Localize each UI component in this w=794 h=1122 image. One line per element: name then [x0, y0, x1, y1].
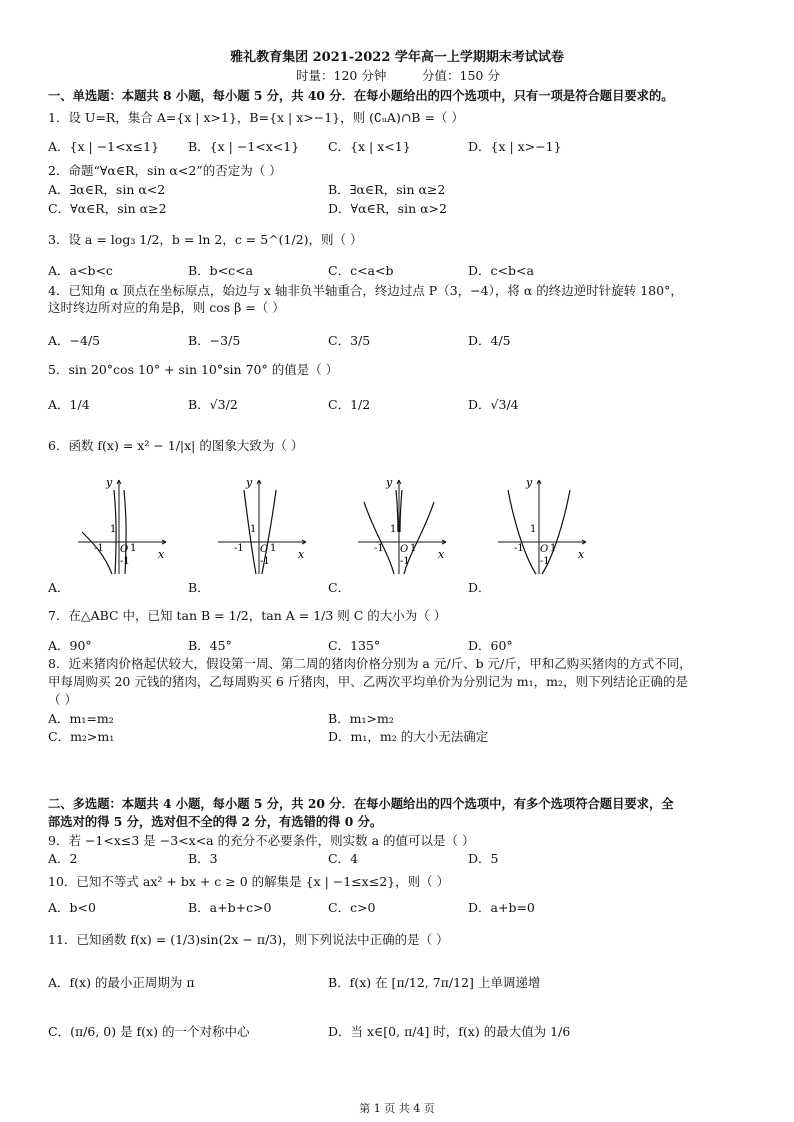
q10-stem: 10．已知不等式 ax² + bx + c ≥ 0 的解集是 {x | −1≤x≤2}，则（ ） — [48, 874, 450, 889]
q6-option-a: A． — [48, 580, 70, 595]
tick-neg1: -1 — [374, 543, 384, 554]
tick-1-x: 1 — [270, 543, 277, 554]
origin-label: O — [400, 544, 409, 555]
q7-option-d: D．60° — [468, 638, 513, 653]
q8-option-a: A．m₁=m₂ — [48, 711, 114, 726]
x-label: x — [578, 548, 585, 561]
q3-option-d: D．c<b<a — [468, 263, 534, 278]
q6-graph-c — [354, 472, 454, 576]
q2-option-a: A．∃α∈R，sin α<2 — [48, 182, 166, 197]
x-label: x — [298, 548, 305, 561]
tick-neg1-y: -1 — [120, 556, 130, 567]
q3-option-b: B．b<c<a — [188, 263, 254, 278]
tick-1: 1 — [530, 524, 537, 535]
q7-option-c: C．135° — [328, 638, 381, 653]
q8-option-d: D．m₁，m₂ 的大小无法确定 — [328, 729, 489, 744]
tick-neg1: -1 — [234, 543, 244, 554]
q2-stem: 2．命题“∀α∈R，sin α<2”的否定为（ ） — [48, 163, 282, 178]
q6-graph-b — [214, 472, 314, 576]
tick-neg1: -1 — [514, 543, 524, 554]
q5-option-b: B．√3/2 — [188, 397, 238, 412]
q8-option-b: B．m₁>m₂ — [328, 711, 394, 726]
q6-option-d: D． — [468, 580, 491, 595]
q3-option-a: A．a<b<c — [48, 263, 113, 278]
q6-graph-d — [494, 472, 594, 576]
q6-stem: 6．函数 f(x) = x² − 1/|x| 的图象大致为（ ） — [48, 438, 304, 453]
q5-stem: 5．sin 20°cos 10° + sin 10°sin 70° 的值是（ ） — [48, 362, 339, 377]
exam-time: 时量：120 分钟 — [296, 68, 387, 83]
tick-neg1: -1 — [94, 543, 104, 554]
y-label: y — [526, 476, 533, 489]
q8-stem-line1: 8．近来猪肉价格起伏较大，假设第一周、第二周的猪肉价格分别为 a 元/斤、b 元/斤，甲和乙购买猪肉的方式不同， — [48, 656, 692, 671]
tick-1: 1 — [110, 524, 117, 535]
section2-heading-line1: 二、多选题：本题共 4 小题，每小题 5 分，共 20 分．在每小题给出的四个选项中，有多个选项符合题目要求，全 — [48, 796, 674, 811]
q1-option-c: C．{x | x<1} — [328, 139, 411, 154]
q1-stem: 1．设 U=R，集合 A={x | x>1}，B={x | x>−1}，则 (∁ᵤA)∩B =（ ） — [48, 110, 464, 125]
y-label: y — [106, 476, 113, 489]
tick-neg1-y: -1 — [540, 556, 550, 567]
q2-option-c: C．∀α∈R，sin α≥2 — [48, 201, 167, 216]
tick-neg1-y: -1 — [400, 556, 410, 567]
q4-option-a: A．−4/5 — [48, 333, 101, 348]
q9-option-c: C．4 — [328, 851, 359, 866]
section2-heading-line2: 部选对的得 5 分，选对但不全的得 2 分，有选错的得 0 分。 — [48, 814, 383, 829]
x-label: x — [438, 548, 445, 561]
section1-heading: 一、单选题：本题共 8 小题，每小题 5 分，共 40 分．在每小题给出的四个选项中，只有一项是符合题目要求的。 — [48, 88, 674, 103]
exam-title: 雅礼教育集团 2021-2022 学年高一上学期期末考试试卷 — [230, 50, 564, 65]
q10-option-b: B．a+b+c>0 — [188, 900, 272, 915]
q11-option-a: A．f(x) 的最小正周期为 π — [48, 975, 195, 990]
q3-option-c: C．c<a<b — [328, 263, 394, 278]
q8-stem-line2: 甲每周购买 20 元钱的猪肉，乙每周购买 6 斤猪肉，甲、乙两次平均单价为分别记为 m₁，m₂，则下列结论正确的是 — [48, 674, 688, 689]
q6-option-c: C． — [328, 580, 351, 595]
q6-option-b: B． — [188, 580, 210, 595]
q11-stem: 11．已知函数 f(x) = (1/3)sin(2x − π/3)，则下列说法中正确的是（ ） — [48, 932, 449, 947]
origin-label: O — [260, 544, 269, 555]
q11-option-c: C．(π/6, 0) 是 f(x) 的一个对称中心 — [48, 1024, 250, 1039]
q9-option-b: B．3 — [188, 851, 218, 866]
q5-option-c: C．1/2 — [328, 397, 371, 412]
q7-stem: 7．在△ABC 中，已知 tan B = 1/2，tan A = 1/3 则 C 的大小为（ ） — [48, 608, 447, 623]
q1-option-b: B．{x | −1<x<1} — [188, 139, 300, 154]
q7-option-b: B．45° — [188, 638, 232, 653]
q4-option-b: B．−3/5 — [188, 333, 241, 348]
origin-label: O — [540, 544, 549, 555]
q1-option-a: A．{x | −1<x≤1} — [48, 139, 160, 154]
y-label: y — [386, 476, 393, 489]
q8-stem-line3: （ ） — [48, 692, 77, 707]
q4-stem-line2: 这时终边所对应的角是β，则 cos β =（ ） — [48, 300, 285, 315]
origin-label: O — [120, 544, 129, 555]
q10-option-c: C．c>0 — [328, 900, 376, 915]
q5-option-d: D．√3/4 — [468, 397, 519, 412]
q2-option-d: D．∀α∈R，sin α>2 — [328, 201, 447, 216]
q9-option-d: D．5 — [468, 851, 499, 866]
tick-1-x: 1 — [130, 543, 137, 554]
tick-1: 1 — [390, 524, 397, 535]
x-label: x — [158, 548, 165, 561]
q11-option-b: B．f(x) 在 [π/12, 7π/12] 上单调递增 — [328, 975, 541, 990]
q4-option-c: C．3/5 — [328, 333, 371, 348]
tick-neg1-y: -1 — [260, 556, 270, 567]
q7-option-a: A．90° — [48, 638, 92, 653]
q2-option-b: B．∃α∈R，sin α≥2 — [328, 182, 446, 197]
q11-option-d: D．当 x∈[0, π/4] 时，f(x) 的最大值为 1/6 — [328, 1024, 571, 1039]
tick-1-x: 1 — [410, 543, 417, 554]
tick-1-x: 1 — [550, 543, 557, 554]
q1-option-d: D．{x | x>−1} — [468, 139, 562, 154]
q10-option-a: A．b<0 — [48, 900, 96, 915]
y-label: y — [246, 476, 253, 489]
exam-score: 分值：150 分 — [422, 68, 500, 83]
page-number: 第 1 页 共 4 页 — [359, 1102, 435, 1115]
q4-option-d: D．4/5 — [468, 333, 511, 348]
q5-option-a: A．1/4 — [48, 397, 90, 412]
q9-option-a: A．2 — [48, 851, 78, 866]
q8-option-c: C．m₂>m₁ — [48, 729, 115, 744]
tick-1: 1 — [250, 524, 257, 535]
q10-option-d: D．a+b=0 — [468, 900, 535, 915]
q3-stem: 3．设 a = log₃ 1/2，b = ln 2，c = 5^(1/2)，则（ ） — [48, 232, 363, 247]
q4-stem-line1: 4．已知角 α 顶点在坐标原点，始边与 x 轴非负半轴重合，终边过点 P（3，−4），将 α 的终边逆时针旋转 180°， — [48, 283, 683, 298]
q9-stem: 9．若 −1<x≤3 是 −3<x<a 的充分不必要条件，则实数 a 的值可以是（ ） — [48, 833, 475, 848]
q6-graph-a — [74, 472, 174, 576]
